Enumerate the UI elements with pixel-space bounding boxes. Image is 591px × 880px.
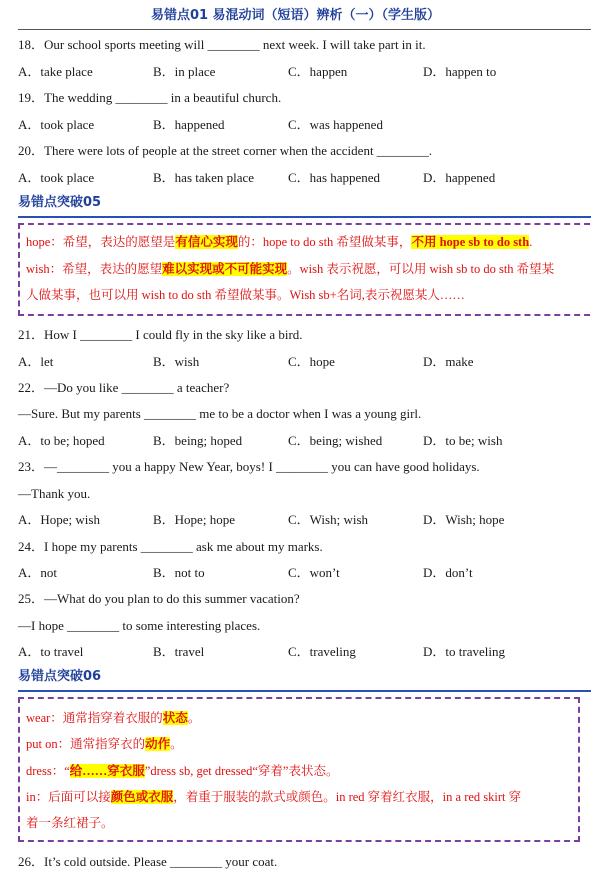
question-21: 21．How I ________ I could fly in the sky like a bird. [18, 327, 303, 342]
section-rule-05 [18, 216, 591, 218]
section-rule-06 [18, 690, 591, 692]
question-26: 26．It’s cold outside. Please ________ your coat. [18, 854, 278, 869]
question-20: 20．There were lots of people at the street corner when the accident ________. [18, 143, 433, 158]
option-b: B．happened [153, 117, 225, 132]
option-c: C．Wish; wish [288, 512, 369, 527]
option-d: D．to be; wish [423, 433, 503, 448]
option-d: D．happen to [423, 64, 497, 79]
note-in-cont: 着一条红裙子。 [26, 816, 114, 830]
section-title-05: 易错点突破05 [18, 195, 102, 210]
question-24: 24．I hope my parents ________ ask me about my marks. [18, 539, 323, 554]
option-b: B．travel [153, 644, 205, 659]
question-25-reply: —I hope ________ to some interesting places. [18, 618, 261, 633]
option-b: B．wish [153, 354, 200, 369]
option-b: B．being; hoped [153, 433, 243, 448]
option-a: A．to be; hoped [18, 433, 105, 448]
option-d: D．to traveling [423, 644, 505, 659]
section-title-06: 易错点突破06 [18, 669, 102, 684]
option-c: C．won’t [288, 565, 340, 580]
option-c: C．happen [288, 64, 348, 79]
option-a: A．took place [18, 117, 95, 132]
question-22: 22．—Do you like ________ a teacher? [18, 380, 230, 395]
question-19: 19．The wedding ________ in a beautiful church. [18, 90, 282, 105]
option-c: C．was happened [288, 117, 383, 132]
option-c: C．being; wished [288, 433, 383, 448]
option-c: C．has happened [288, 170, 381, 185]
note-wish: wish：希望，表达的愿望难以实现或不可能实现。wish 表示祝愿，可以用 wish sb to do sth 希望某 [26, 262, 555, 276]
option-c: C．hope [288, 354, 335, 369]
note-put-on: put on：通常指穿衣的动作。 [26, 737, 183, 751]
option-b: B．in place [153, 64, 216, 79]
note-dress: dress：“给……穿衣服”dress sb, get dressed“穿着”表状态。 [26, 764, 339, 778]
option-d: D．happened [423, 170, 496, 185]
question-23-reply: —Thank you. [18, 486, 91, 501]
question-25: 25．—What do you plan to do this summer vacation? [18, 591, 300, 606]
option-a: A．to travel [18, 644, 84, 659]
option-a: A．let [18, 354, 54, 369]
option-d: D．Wish; hope [423, 512, 505, 527]
page-header: 易错点01 易混动词（短语）辨析（一）（学生版） [150, 8, 441, 23]
option-b: B．has taken place [153, 170, 255, 185]
note-wear: wear：通常指穿着衣服的状态。 [26, 711, 201, 725]
header-rule [18, 29, 591, 30]
option-b: B．not to [153, 565, 205, 580]
note-hope: hope：希望，表达的愿望是有信心实现的：hope to do sth 希望做某事，不用 hope sb to do sth. [26, 235, 533, 249]
option-c: C．traveling [288, 644, 356, 659]
option-a: A．not [18, 565, 58, 580]
question-18: 18．Our school sports meeting will ________ next week. I will take part in it. [18, 37, 426, 52]
question-22-reply: —Sure. But my parents ________ me to be a doctor when I was a young girl. [18, 406, 422, 421]
note-wish-cont: 人做某事，也可以用 wish to do sth 希望做某事。Wish sb+名词,表示祝愿某人…… [26, 288, 465, 302]
option-d: D．make [423, 354, 474, 369]
option-b: B．Hope; hope [153, 512, 235, 527]
question-23: 23．—________ you a happy New Year, boys! I ________ you can have good holidays. [18, 459, 480, 474]
option-a: A．Hope; wish [18, 512, 100, 527]
option-a: A．took place [18, 170, 95, 185]
option-d: D．don’t [423, 565, 473, 580]
note-in: in：后面可以接颜色或衣服，着重于服装的款式或颜色。in red 穿着红衣服，in a red skirt 穿 [26, 790, 522, 804]
option-a: A．take place [18, 64, 93, 79]
